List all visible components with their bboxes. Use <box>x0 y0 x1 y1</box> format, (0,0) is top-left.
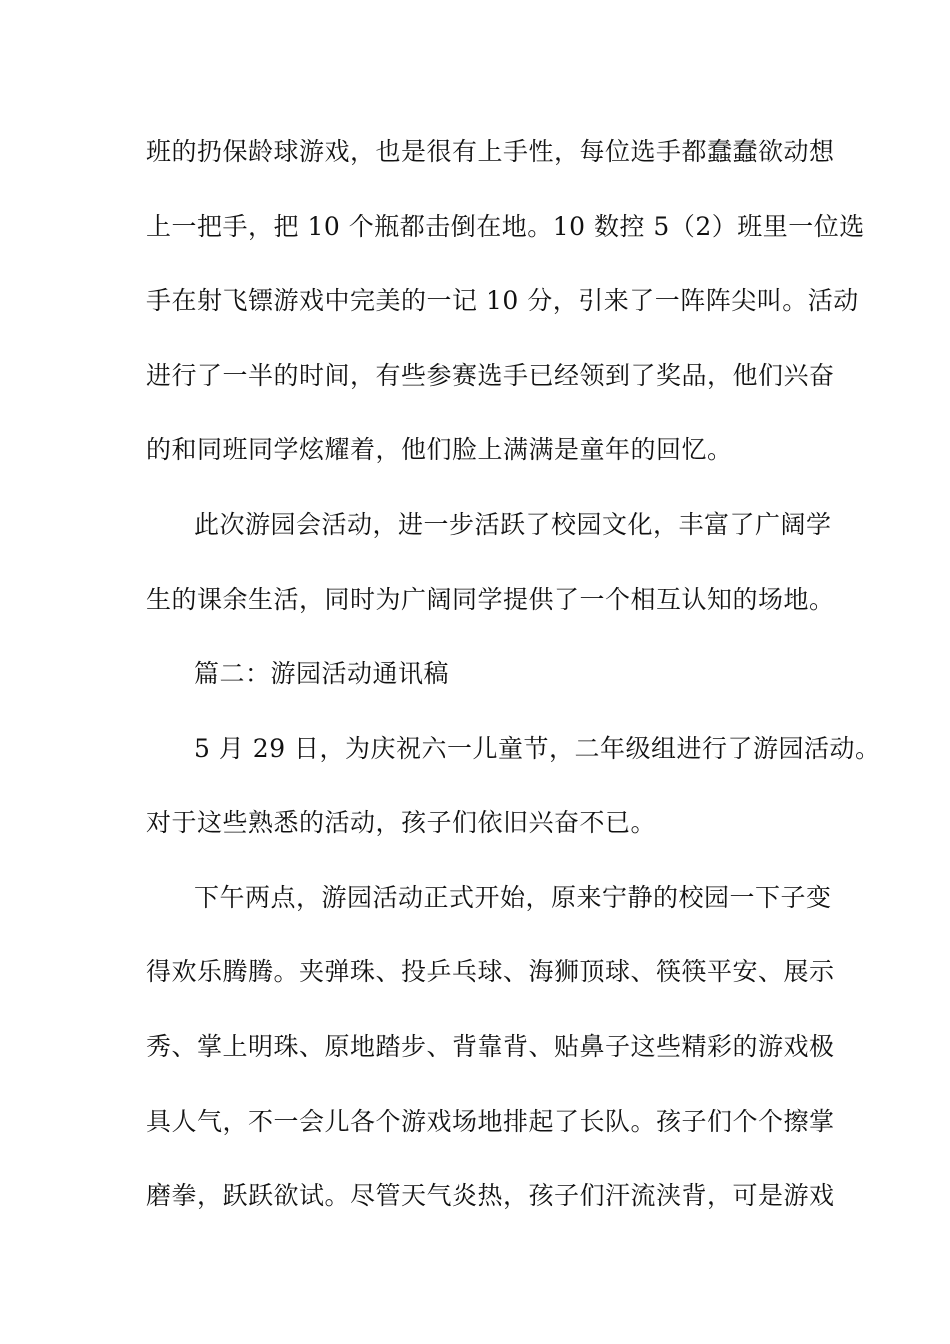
paragraph-line: 班的扔保龄球游戏，也是很有上手性，每位选手都蠢蠢欲动想 <box>146 137 835 166</box>
paragraph-line: 此次游园会活动，进一步活跃了校园文化，丰富了广阔学 <box>194 510 832 539</box>
paragraph-line: 生的课余生活，同时为广阔同学提供了一个相互认知的场地。 <box>146 585 835 614</box>
paragraph-line: 手在射飞镖游戏中完美的一记 10 分，引来了一阵阵尖叫。活动 <box>146 286 859 315</box>
paragraph-line: 下午两点，游园活动正式开始，原来宁静的校园一下子变 <box>194 883 832 912</box>
paragraph-line: 磨拳，跃跃欲试。尽管天气炎热，孩子们汗流浃背，可是游戏 <box>146 1181 835 1210</box>
paragraph-line: 的和同班同学炫耀着，他们脸上满满是童年的回忆。 <box>146 435 733 464</box>
paragraph-line: 上一把手，把 10 个瓶都击倒在地。10 数控 5（2）班里一位选 <box>146 212 865 241</box>
paragraph-line: 具人气，不一会儿各个游戏场地排起了长队。孩子们个个擦掌 <box>146 1107 835 1136</box>
paragraph-line: 得欢乐腾腾。夹弹珠、投乒乓球、海狮顶球、筷筷平安、展示 <box>146 957 835 986</box>
paragraph-line: 秀、掌上明珠、原地踏步、背靠背、贴鼻子这些精彩的游戏极 <box>146 1032 835 1061</box>
paragraph-line: 5 月 29 日，为庆祝六一儿童节，二年级组进行了游园活动。 <box>194 734 881 763</box>
paragraph-line: 进行了一半的时间，有些参赛选手已经领到了奖品，他们兴奋 <box>146 361 835 390</box>
section-heading: 篇二：游园活动通讯稿 <box>194 659 450 688</box>
paragraph-line: 对于这些熟悉的活动，孩子们依旧兴奋不已。 <box>146 808 657 837</box>
